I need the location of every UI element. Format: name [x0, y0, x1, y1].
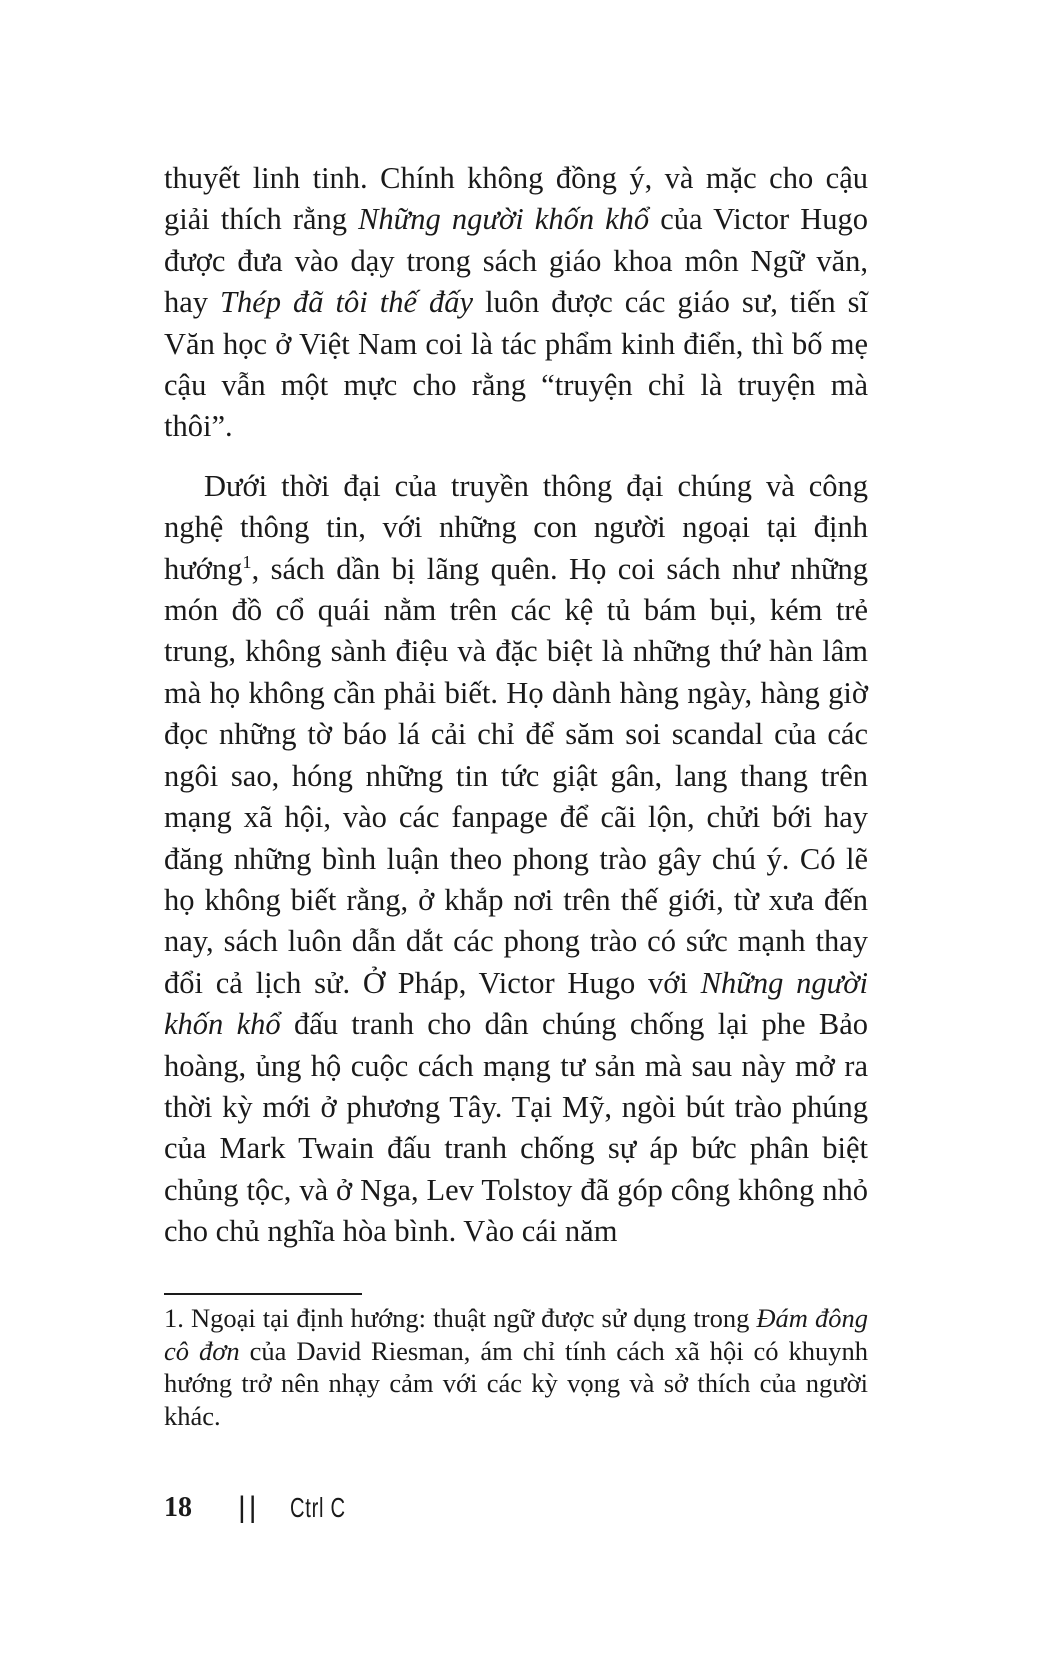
body-text: [164, 158, 868, 1253]
book-title-italic: Đám đông cô đơn: [164, 1303, 869, 1366]
running-title: Ctrl C: [289, 1492, 346, 1523]
footer-separator: ||: [238, 1491, 260, 1524]
footnote-reference: 1: [242, 551, 252, 572]
book-title-italic: Thép đã tôi thế đấy: [220, 285, 474, 320]
book-title-italic: Những người khốn khổ: [164, 965, 868, 1042]
page-number: 18: [164, 1492, 192, 1523]
paragraph-1: thuyết linh tinh. Chính không đồng ý, và mặc cho cậu giải thích rằng Những người khốn khổ của Victor Hugo được đưa vào dạy trong sách giáo khoa môn Ngữ văn, hay Thép đã tôi thế đấy luôn được các giáo sư, tiến sĩ Văn học ở Việt Nam coi là tác phẩm kinh điển, thì bố mẹ cậu vẫn một mực cho rằng “truyện chỉ là truyện mà thôi”.: [164, 161, 868, 444]
footnote: 1. Ngoại tại định hướng: thuật ngữ được sử dụng trong Đám đông cô đơn của David Riesman, ám chỉ tính cách xã hội có khuynh hướng trở nên nhạy cảm với các kỳ vọng và sở thích của người khác.: [164, 1303, 869, 1431]
book-title-italic: Những người khốn khổ: [358, 202, 650, 237]
page-footer: [164, 1488, 367, 1528]
paragraph-2: Dưới thời đại của truyền thông đại chúng và công nghệ thông tin, với những con người ngoại tại định hướng$^1$, sách dần bị lãng quên. Họ coi sách như những món đồ cổ quái nằm trên các kệ tủ bám bụi, kém trẻ trung, không sành điệu và đặc biệt là những thứ hàn lâm mà họ không cần phải biết. Họ dành hàng ngày, hàng giờ đọc những tờ báo lá cải chỉ để săm soi scandal của các ngôi sao, hóng những tin tức giật gân, lang thang trên mạng xã hội, vào các fanpage để cãi lộn, chửi bới hay đăng những bình luận theo phong trào gây chú ý. Có lẽ họ không biết rằng, ở khắp nơi trên thế giới, từ xưa đến nay, sách luôn dẫn dắt các phong trào có sức mạnh thay đổi cả lịch sử. Ở Pháp, Victor Hugo với Những người khốn khổ đấu tranh cho dân chúng chống lại phe Bảo hoàng, ủng hộ cuộc cách mạng tư sản mà sau này mở ra thời kỳ mới ở phương Tây. Tại Mỹ, ngòi bút trào phúng của Mark Twain đấu tranh chống sự áp bức phân biệt chủng tộc, và ở Nga, Lev Tolstoy đã góp công không nhỏ cho chủ nghĩa hòa bình. Vào cái năm: [164, 468, 868, 1249]
footnote-divider: [164, 1293, 362, 1295]
